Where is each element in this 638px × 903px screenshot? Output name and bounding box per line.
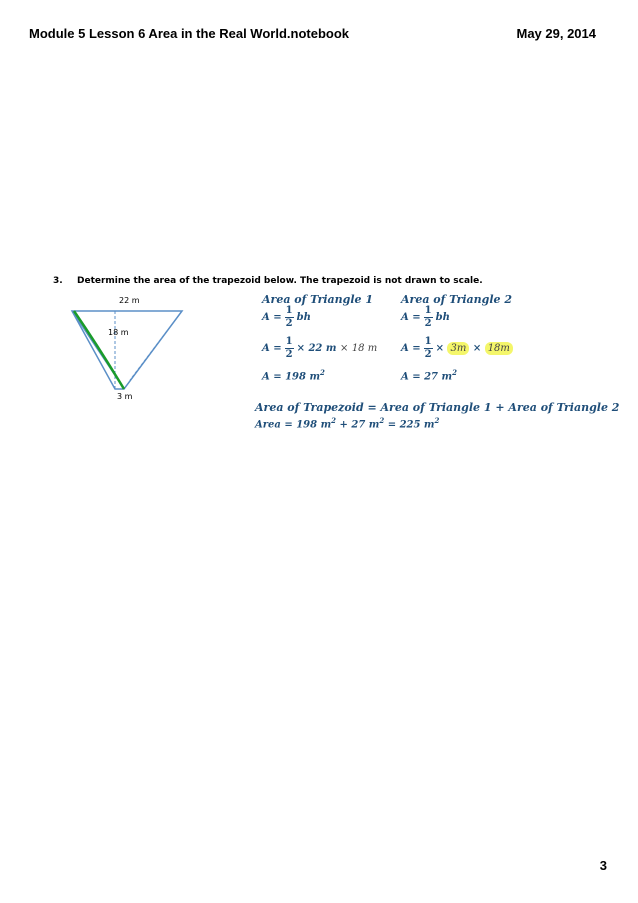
problem-statement xyxy=(53,276,483,286)
triangle2-title: Area of Triangle 2 xyxy=(401,293,513,306)
triangle1-formula: A = $\frac{1}{2}$ bh xyxy=(262,305,311,329)
document-date: May 29, 2014 xyxy=(516,26,596,41)
triangle2-substitution: A = $\frac{1}{2}$ × 3m × 18m xyxy=(401,337,513,360)
trapezoid-diagram xyxy=(68,296,188,396)
triangle2-formula: A = $\frac{1}{2}$ bh xyxy=(401,305,450,329)
triangle2-height-value: 18m xyxy=(485,342,513,355)
green-diagonal-mark xyxy=(74,311,124,389)
triangle2-base-value: 3m xyxy=(447,342,469,355)
problem-number: 3. xyxy=(53,276,63,286)
triangle1-result: A = 198 $m^2$ xyxy=(262,368,325,383)
problem-text: Determine the area of the trapezoid below. The trapezoid is not drawn to scale. xyxy=(77,276,483,286)
trapezoid-figure xyxy=(68,296,188,401)
trapezoid-area-result: Area = 198 $m^2 + 27$ $m^2 = 225$ $m^2$ xyxy=(255,416,440,431)
top-base-label: 22 m xyxy=(119,296,140,305)
document-title: Module 5 Lesson 6 Area in the Real World.notebook xyxy=(29,26,349,41)
bottom-base-label: 3 m xyxy=(117,392,133,401)
triangle2-result: A = 27 $m^2$ xyxy=(401,368,457,383)
triangle1-title: Area of Triangle 1 xyxy=(262,293,374,306)
height-label: 18 m xyxy=(108,328,129,337)
trapezoid-outline xyxy=(72,311,182,389)
triangle1-substitution: A = $\frac{1}{2}$ × 22 m × 18 m xyxy=(262,336,378,360)
trapezoid-area-formula: Area of Trapezoid = Area of Triangle 1 + Area of Triangle 2 xyxy=(255,401,620,414)
triangle1-height-value: 18 m xyxy=(351,343,378,354)
page-number: 3 xyxy=(599,858,607,873)
